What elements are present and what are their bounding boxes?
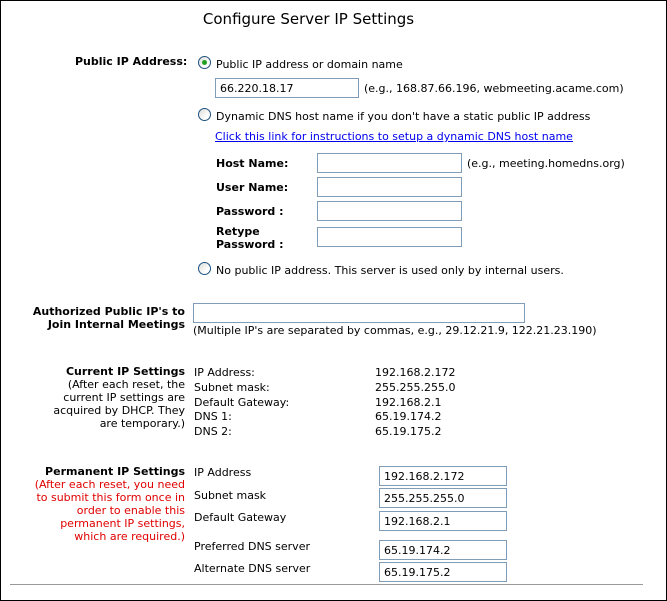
permanent-note-line: order to enable this (76, 504, 185, 517)
permanent-note-line: permanent IP settings, (60, 517, 185, 530)
current-dns1-value: 65.19.174.2 (375, 410, 442, 423)
current-dns1-name: DNS 1: (194, 410, 232, 423)
current-subnet-value: 255.255.255.0 (375, 381, 456, 394)
option-static-label: Public IP address or domain name (216, 58, 403, 71)
radio-no-public-ip[interactable] (198, 262, 211, 275)
current-ip-label: Current IP Settings (65, 365, 185, 378)
current-note-line: current IP settings are (63, 391, 185, 404)
host-name-hint: (e.g., meeting.homedns.org) (467, 157, 625, 170)
permanent-subnet-input[interactable] (379, 488, 507, 508)
user-name-label: User Name: (216, 181, 289, 194)
host-name-label: Host Name: (216, 157, 289, 170)
user-name-input[interactable] (317, 177, 462, 197)
page-title: Configure Server IP Settings (202, 10, 415, 28)
permanent-gateway-input[interactable] (379, 511, 507, 531)
retype-label-line2: Password : (216, 238, 284, 251)
authorized-label-line1: Authorized Public IP's to (32, 305, 185, 318)
permanent-note-line: which are required.) (74, 530, 185, 543)
public-ip-input[interactable] (215, 78, 359, 98)
current-ip-address-value: 192.168.2.172 (375, 366, 456, 379)
current-note-line: acquired by DHCP. They (53, 404, 185, 417)
password-label: Password : (216, 205, 284, 218)
current-note-line: are temporary.) (99, 417, 185, 430)
permanent-note-line: (After each reset, you need (34, 478, 185, 491)
radio-static-ip[interactable] (198, 56, 211, 69)
retype-password-input[interactable] (317, 227, 462, 247)
public-ip-hint: (e.g., 168.87.66.196, webmeeting.acame.com) (364, 82, 624, 95)
radio-dynamic-dns[interactable] (198, 108, 211, 121)
authorized-ips-input[interactable] (193, 303, 525, 323)
public-ip-label: Public IP Address: (75, 55, 188, 68)
current-subnet-name: Subnet mask: (194, 381, 270, 394)
preferred-dns-input[interactable] (379, 540, 507, 560)
option-none-label: No public IP address. This server is used only by internal users. (216, 264, 564, 277)
option-dynamic-label: Dynamic DNS host name if you don't have a static public IP address (216, 110, 591, 123)
current-dns2-name: DNS 2: (194, 425, 232, 438)
permanent-ip-label-block (21, 465, 185, 543)
permanent-gateway-name: Default Gateway (194, 511, 287, 524)
current-dns2-value: 65.19.175.2 (375, 425, 442, 438)
bottom-divider (10, 584, 643, 585)
permanent-note-line: to submit this form once in (36, 491, 185, 504)
retype-label-line1: Retype (216, 225, 260, 238)
current-ip-label-block (21, 365, 185, 430)
current-gateway-name: Default Gateway: (194, 396, 290, 409)
authorized-label-line2: Join Internal Meetings (47, 318, 185, 331)
dynamic-dns-instructions-link[interactable]: Click this link for instructions to setup a dynamic DNS host name (215, 130, 573, 143)
permanent-ip-label: Permanent IP Settings (45, 465, 185, 478)
permanent-subnet-name: Subnet mask (194, 489, 267, 502)
permanent-ip-address-name: IP Address (194, 466, 252, 479)
password-input[interactable] (317, 201, 462, 221)
authorized-ips-label (21, 305, 185, 331)
host-name-input[interactable] (317, 153, 462, 173)
current-ip-address-name: IP Address: (194, 366, 255, 379)
preferred-dns-name: Preferred DNS server (194, 540, 310, 553)
alternate-dns-input[interactable] (379, 562, 507, 582)
alternate-dns-name: Alternate DNS server (194, 562, 311, 575)
current-note-line: (After each reset, the (67, 378, 185, 391)
current-gateway-value: 192.168.2.1 (375, 396, 442, 409)
permanent-ip-address-input[interactable] (379, 466, 507, 486)
retype-password-label (216, 225, 284, 251)
authorized-ips-hint: (Multiple IP's are separated by commas, e.g., 29.12.21.9, 122.21.23.190) (193, 324, 597, 337)
